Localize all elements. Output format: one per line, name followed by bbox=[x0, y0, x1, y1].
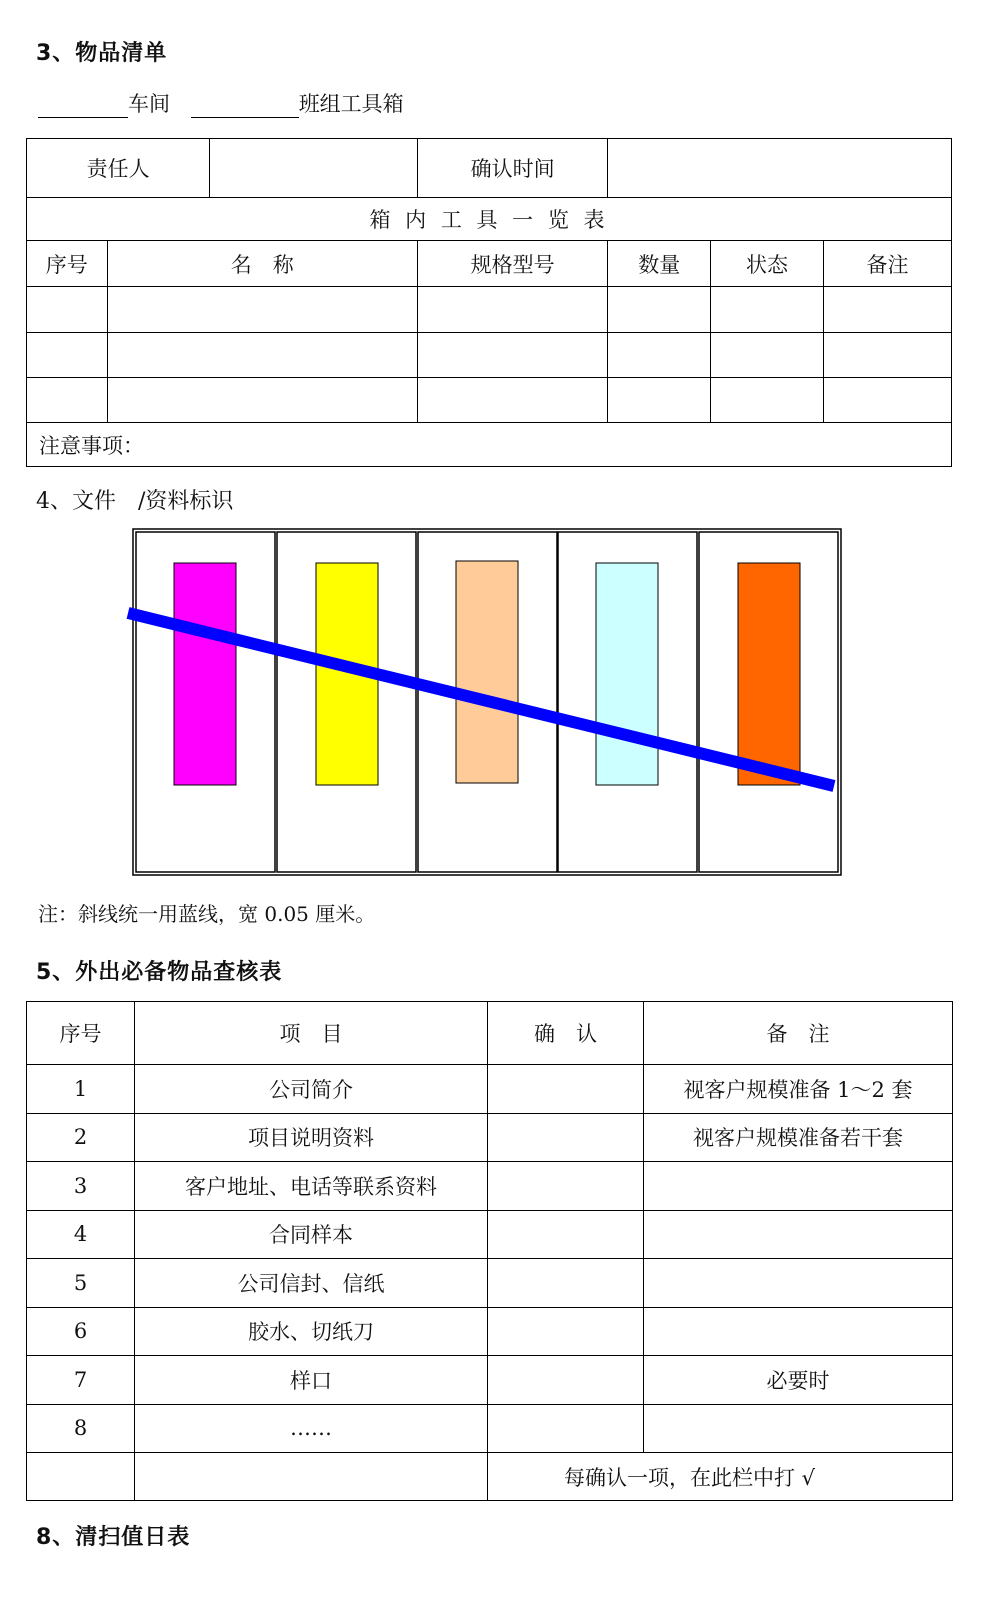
cell-confirm[interactable] bbox=[488, 1210, 644, 1259]
cell-no: 2 bbox=[27, 1113, 135, 1162]
binder-color-label-4 bbox=[596, 563, 658, 785]
table-row bbox=[27, 1259, 953, 1308]
header-spec: 规格型号 bbox=[417, 241, 607, 287]
header-qty: 数量 bbox=[608, 241, 711, 287]
cell-remark bbox=[644, 1162, 953, 1211]
cell-item: 项目说明资料 bbox=[135, 1113, 488, 1162]
table-row bbox=[27, 1404, 953, 1453]
header-no: 序号 bbox=[27, 1002, 135, 1065]
header-remark: 备 注 bbox=[644, 1002, 953, 1065]
table-row bbox=[27, 1356, 953, 1405]
notes-label: 注意事项： bbox=[27, 423, 952, 467]
binder-color-label-3 bbox=[456, 561, 518, 783]
cell-no: 5 bbox=[27, 1259, 135, 1308]
header-no: 序号 bbox=[27, 241, 108, 287]
footer-note: 每确认一项，在此栏中打 √ bbox=[488, 1453, 953, 1501]
cell-no: 4 bbox=[27, 1210, 135, 1259]
cell-confirm[interactable] bbox=[488, 1404, 644, 1453]
header-name: 名 称 bbox=[107, 241, 417, 287]
cell-item: 客户地址、电话等联系资料 bbox=[135, 1162, 488, 1211]
cell-no: 7 bbox=[27, 1356, 135, 1405]
cell-confirm[interactable] bbox=[488, 1356, 644, 1405]
header-status: 状态 bbox=[711, 241, 824, 287]
cell-item: …… bbox=[135, 1404, 488, 1453]
footer-blank-1 bbox=[27, 1453, 135, 1501]
cell-confirm[interactable] bbox=[488, 1307, 644, 1356]
cell-item: 公司信封、信纸 bbox=[135, 1259, 488, 1308]
binder-color-label-1 bbox=[174, 563, 236, 785]
cell-remark: 视客户规模准备若干套 bbox=[644, 1113, 953, 1162]
section5-heading: 5、外出必备物品查核表 bbox=[36, 960, 283, 985]
cell-no: 3 bbox=[27, 1162, 135, 1211]
cell-remark bbox=[644, 1307, 953, 1356]
cell-remark bbox=[644, 1404, 953, 1453]
cell-confirm[interactable] bbox=[488, 1259, 644, 1308]
cell-remark: 必要时 bbox=[644, 1356, 953, 1405]
cell-no: 6 bbox=[27, 1307, 135, 1356]
responsible-label: 责任人 bbox=[27, 139, 210, 198]
workshop-label: 车间 bbox=[128, 92, 170, 116]
cell-confirm[interactable] bbox=[488, 1162, 644, 1211]
cell-remark bbox=[644, 1210, 953, 1259]
header-item: 项 目 bbox=[135, 1002, 488, 1065]
header-confirm: 确 认 bbox=[488, 1002, 644, 1065]
section4-heading: 4、文件 /资料标识 bbox=[36, 489, 234, 514]
header-remark: 备注 bbox=[823, 241, 951, 287]
binder-color-label-5 bbox=[738, 563, 800, 785]
table-row bbox=[27, 1210, 953, 1259]
footer-blank-2 bbox=[135, 1453, 488, 1501]
cell-item: 胶水、切纸刀 bbox=[135, 1307, 488, 1356]
section8-heading: 8、清扫值日表 bbox=[36, 1525, 191, 1550]
diagram-note: 注：斜线统一用蓝线，宽 0.05 厘米。 bbox=[38, 902, 376, 926]
confirm-time-label: 确认时间 bbox=[417, 139, 607, 198]
table-row bbox=[27, 1307, 953, 1356]
table-row bbox=[27, 1162, 953, 1211]
cell-confirm[interactable] bbox=[488, 1065, 644, 1114]
table-row bbox=[27, 1113, 953, 1162]
cell-item: 公司简介 bbox=[135, 1065, 488, 1114]
cell-remark bbox=[644, 1259, 953, 1308]
cell-item: 合同样本 bbox=[135, 1210, 488, 1259]
checklist-table bbox=[26, 1001, 953, 1501]
cell-confirm[interactable] bbox=[488, 1113, 644, 1162]
team-label: 班组工具箱 bbox=[298, 92, 404, 116]
toolbox-table-title: 箱 内 工 具 一 览 表 bbox=[27, 198, 952, 241]
table-row bbox=[27, 1065, 953, 1114]
cell-no: 8 bbox=[27, 1404, 135, 1453]
section3-heading: 3、物品清单 bbox=[36, 41, 168, 66]
cell-remark: 视客户规模准备 1～2 套 bbox=[644, 1065, 953, 1114]
cell-no: 1 bbox=[27, 1065, 135, 1114]
cell-item: 样口 bbox=[135, 1356, 488, 1405]
